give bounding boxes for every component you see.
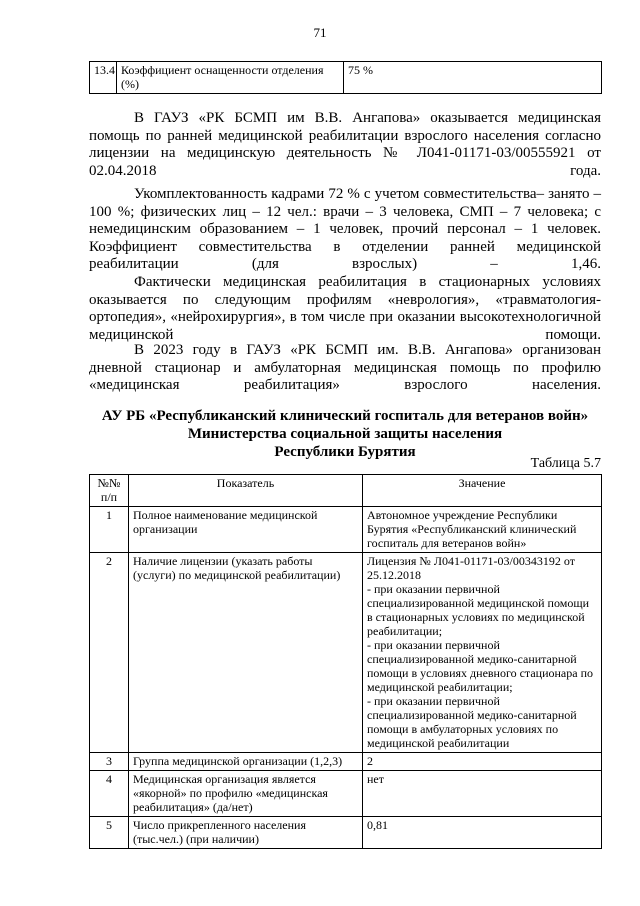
row-number: 2: [90, 553, 129, 753]
indicator-cell: Медицинская организация является «якорной» по профилю «медицинская реабилитация» (да/нет): [129, 771, 363, 817]
table-caption: Таблица 5.7: [530, 456, 601, 471]
value-line: Автономное учреждение Республики Бурятия «Республиканский клинический госпиталь для ветеранов войн»: [367, 508, 577, 550]
value-line: - при оказании первичной специализированной медико-санитарной помощи в амбулаторных условиях по медицинской реабилитации: [367, 694, 577, 750]
table-header-row: [90, 475, 602, 507]
indicator-cell: Полное наименование медицинской организации: [129, 507, 363, 553]
table-row: [90, 753, 602, 771]
table-row: [90, 507, 602, 553]
header-value: Значение: [363, 475, 602, 507]
indicator-cell: Коэффициент оснащенности отделения (%): [117, 62, 344, 94]
value-cell: [363, 753, 602, 771]
value-line: - при оказании первичной специализированной медицинской помощи в стационарных условиях по медицинской реабилитации;: [367, 582, 589, 638]
indicator-cell: Наличие лицензии (указать работы (услуги) по медицинской реабилитации): [129, 553, 363, 753]
page-number: 71: [313, 25, 327, 40]
row-number: 13.4: [90, 62, 117, 94]
value-line: - при оказании первичной специализированной медико-санитарной помощи в условиях дневного стационара по медицинской реабилитации;: [367, 638, 593, 694]
heading-line-3: Республики Бурятия: [274, 444, 416, 460]
table-row: [90, 817, 602, 849]
value-line: нет: [367, 772, 384, 786]
value-cell: [363, 553, 602, 753]
value-cell: 75 %: [344, 62, 602, 94]
paragraph-1: В ГАУЗ «РК БСМП им В.В. Ангапова» оказывается медицинская помощь по ранней медицинской реабилитации взрослого населения согласно лицензии на медицинскую деятельность № Л041-01171-03/00555921 от 02.04.2018 года.: [89, 110, 601, 179]
row-number: 3: [90, 753, 129, 771]
indicator-cell: Число прикрепленного населения (тыс.чел.) (при наличии): [129, 817, 363, 849]
row-number: 1: [90, 507, 129, 553]
value-cell: [363, 507, 602, 553]
value-line: 2: [367, 754, 373, 768]
heading-line-2: Министерства социальной защиты населения: [187, 426, 503, 442]
value-cell: [363, 817, 602, 849]
main-table: [89, 474, 602, 849]
value-line: Лицензия № Л041-01171-03/00343192 от 25.12.2018: [367, 554, 575, 582]
top-table: [89, 61, 602, 94]
header-indicator: Показатель: [129, 475, 363, 507]
paragraph-2: Укомплектованность кадрами 72 % с учетом совместительства– занято – 100 %; физических лиц – 12 чел.: врачи – 3 человека, СМП – 7 человека; с немедицинским образованием – 1 человек, прочий персонал – 1 человек. Коэффициент совместительства в отделении ранней медицинской реабилитации (для взрослых) – 1,46.: [89, 186, 601, 272]
heading-line-1: АУ РБ «Республиканский клинический госпиталь для ветеранов войн»: [101, 408, 589, 424]
row-number: 4: [90, 771, 129, 817]
table-row: [90, 771, 602, 817]
paragraph-3: Фактически медицинская реабилитация в стационарных условиях оказывается по следующим профилям «неврология», «травматология-ортопедия», «нейрохирургия», в том числе при оказании высокотехнологичной медицинской помощи.: [89, 274, 601, 343]
table-row: [90, 62, 602, 94]
table-row: [90, 553, 602, 753]
indicator-cell: Группа медицинской организации (1,2,3): [129, 753, 363, 771]
organization-heading: [89, 407, 601, 461]
value-cell: [363, 771, 602, 817]
paragraph-4: В 2023 году в ГАУЗ «РК БСМП им. В.В. Ангапова» организован дневной стационар и амбулаторная медицинская помощь по профилю «медицинская реабилитация» взрослого населения.: [89, 342, 601, 393]
header-num: №№ п/п: [90, 475, 129, 507]
value-line: 0,81: [367, 818, 388, 832]
row-number: 5: [90, 817, 129, 849]
